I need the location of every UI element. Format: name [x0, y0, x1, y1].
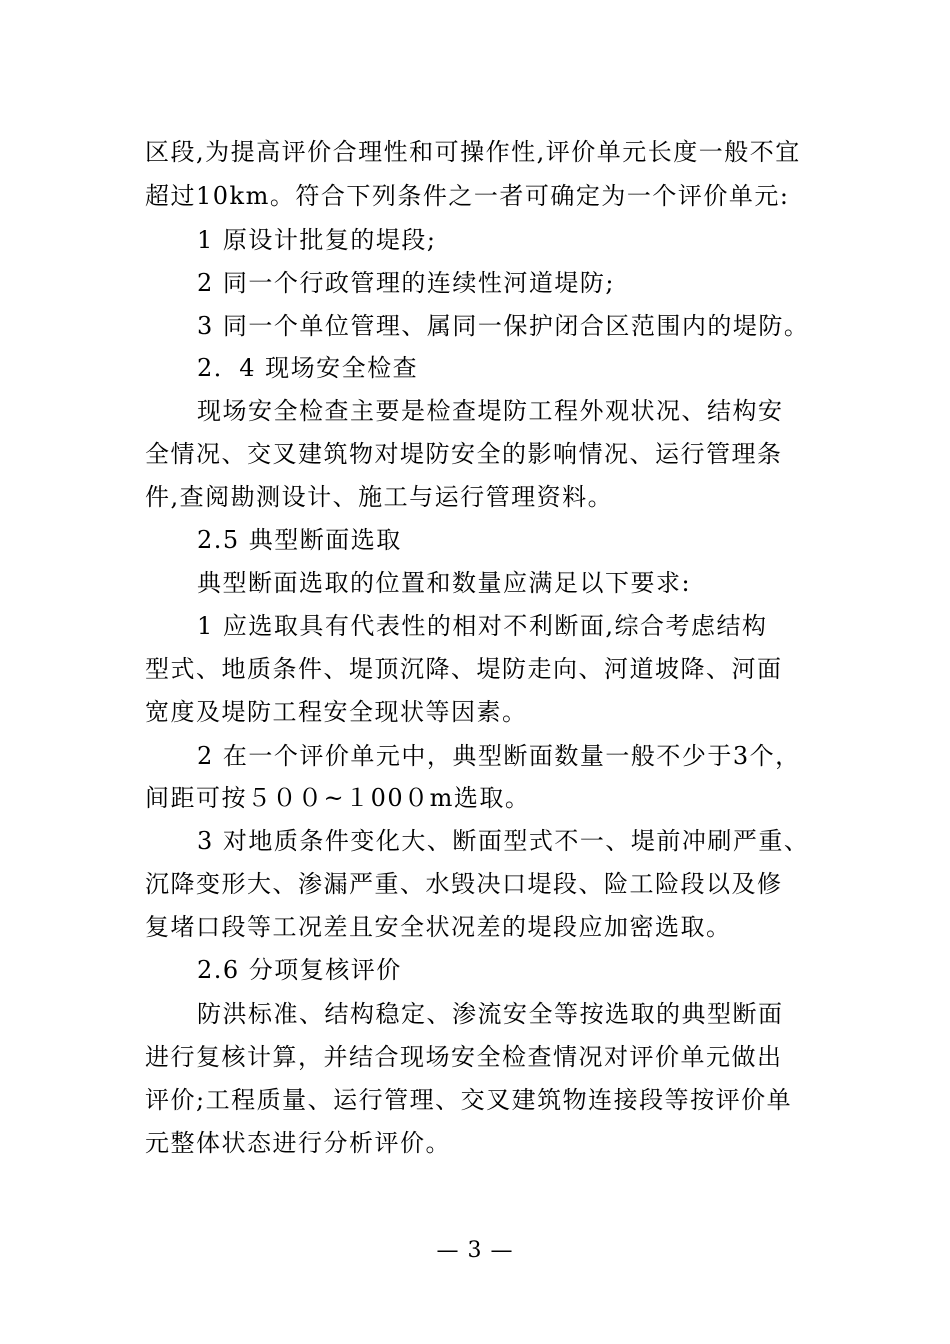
paragraph-line: 型式、地质条件、堤顶沉降、堤防走向、河道坡降、河面 [145, 655, 783, 683]
text-line: 超过10km。符合下列条件之一者可确定为一个评价单元: [145, 182, 790, 210]
paragraph-line: 宽度及堤防工程安全现状等因素。 [145, 698, 528, 726]
text-line: 区段,为提高评价合理性和可操作性,评价单元长度一般不宜 [145, 138, 801, 166]
section-heading: 2.6 分项复核评价 [197, 956, 402, 984]
paragraph-line: 间距可按５００~１00０m选取。 [145, 784, 531, 812]
paragraph-line: 沉降变形大、渗漏严重、水毁决口堤段、险工险段以及修 [145, 870, 783, 898]
paragraph-line: 进行复核计算，并结合现场安全检查情况对评价单元做出 [145, 1043, 783, 1071]
list-item: 2 同一个行政管理的连续性河道堤防; [197, 269, 615, 297]
list-item: 3 同一个单位管理、属同一保护闭合区范围内的堤防。 [197, 312, 810, 340]
paragraph-line: 全情况、交叉建筑物对堤防安全的影响情况、运行管理条 [145, 440, 783, 468]
paragraph-line: 元整体状态进行分析评价。 [145, 1129, 451, 1157]
paragraph-line: 件,查阅勘测设计、施工与运行管理资料。 [145, 483, 614, 511]
list-item: 3 对地质条件变化大、断面型式不一、堤前冲刷严重、 [197, 827, 810, 855]
paragraph-line: 典型断面选取的位置和数量应满足以下要求: [197, 569, 692, 597]
paragraph-line: 现场安全检查主要是检查堤防工程外观状况、结构安 [197, 397, 784, 425]
section-heading: 2.5 典型断面选取 [197, 526, 402, 554]
list-item: 1 应选取具有代表性的相对不利断面,综合考虑结构 [197, 612, 768, 640]
section-heading: 2．4 现场安全检查 [197, 354, 419, 382]
list-item: 1 原设计批复的堤段; [197, 226, 437, 254]
paragraph-line: 评价;工程质量、运行管理、交叉建筑物连接段等按评价单 [145, 1086, 793, 1114]
list-item: 2 在一个评价单元中，典型断面数量一般不少于3个， [197, 742, 801, 770]
paragraph-line: 复堵口段等工况差且安全状况差的堤段应加密选取。 [145, 913, 732, 941]
page-number: — 3 — [436, 1238, 514, 1263]
paragraph-line: 防洪标准、结构稳定、渗流安全等按选取的典型断面 [197, 1000, 784, 1028]
